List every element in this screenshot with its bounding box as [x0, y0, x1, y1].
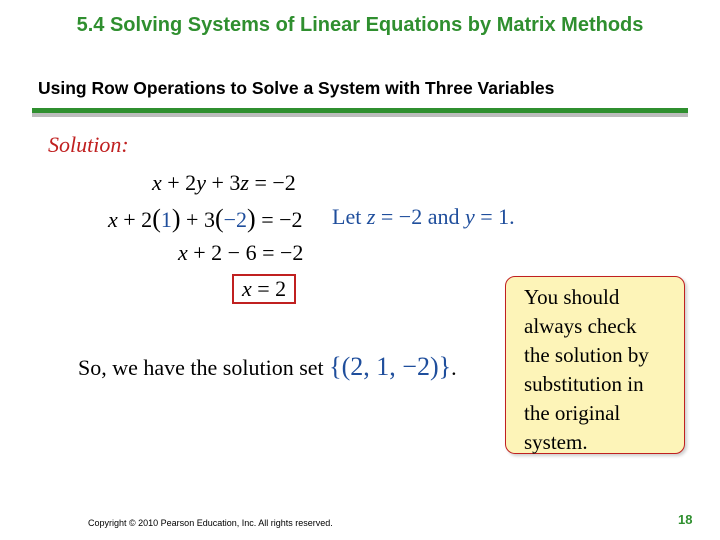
boxed-answer [232, 274, 296, 304]
callout-line: the original [524, 401, 621, 425]
var-x: x [108, 207, 118, 232]
callout-line: always check [524, 314, 637, 338]
var-y: y [196, 170, 206, 195]
equation-line-2 [108, 204, 303, 234]
left-paren: ( [214, 204, 224, 233]
var-y: y [464, 204, 475, 229]
var-x: x [152, 170, 162, 195]
solution-set-suffix: . [451, 355, 457, 380]
var-z: z [240, 170, 249, 195]
callout-line: You should [524, 285, 620, 309]
term: + 2 [117, 207, 153, 232]
slide-title: 5.4 Solving Systems of Linear Equations by Matrix Methods [76, 14, 644, 36]
term: + 3 [205, 170, 241, 195]
copyright-notice: Copyright © 2010 Pearson Education, Inc. All rights reserved. [88, 518, 333, 528]
equation-line-3 [178, 240, 303, 266]
equation-line-4 [232, 274, 296, 304]
rhs: = −2 [248, 170, 296, 195]
rhs: = −2 [255, 207, 303, 232]
callout-line: system. [524, 430, 588, 454]
title-divider-shadow [32, 113, 688, 117]
var-z: z [366, 204, 376, 229]
note-text: = 1. [474, 204, 515, 229]
var-x: x [178, 240, 188, 265]
right-paren: ) [247, 204, 256, 233]
note-text: = −2 and [375, 204, 465, 229]
term: + 2 [161, 170, 197, 195]
slide-subtitle: Using Row Operations to Solve a System with Three Variables [38, 78, 555, 98]
term: + 3 [180, 207, 215, 232]
right-paren: ) [171, 204, 181, 233]
term: = 2 [251, 276, 287, 301]
solution-set-prefix: So, we have the solution set [78, 355, 330, 380]
callout-line: the solution by [524, 343, 649, 367]
var-x: x [242, 276, 252, 301]
solution-label: Solution: [48, 132, 129, 157]
callout-line: substitution in [524, 372, 644, 396]
equation-line-1 [152, 170, 296, 196]
solution-set: {(2, 1, −2)} [329, 352, 452, 381]
left-paren: ( [152, 204, 161, 233]
substitution-note [332, 204, 515, 230]
note-text: Let [332, 204, 367, 229]
check-solution-callout [505, 276, 685, 454]
substituted-y: 1 [160, 207, 172, 232]
page-number: 18 [678, 512, 693, 527]
term: + 2 − 6 = −2 [187, 240, 304, 265]
substituted-z: −2 [223, 207, 248, 232]
solution-set-sentence [78, 352, 457, 382]
